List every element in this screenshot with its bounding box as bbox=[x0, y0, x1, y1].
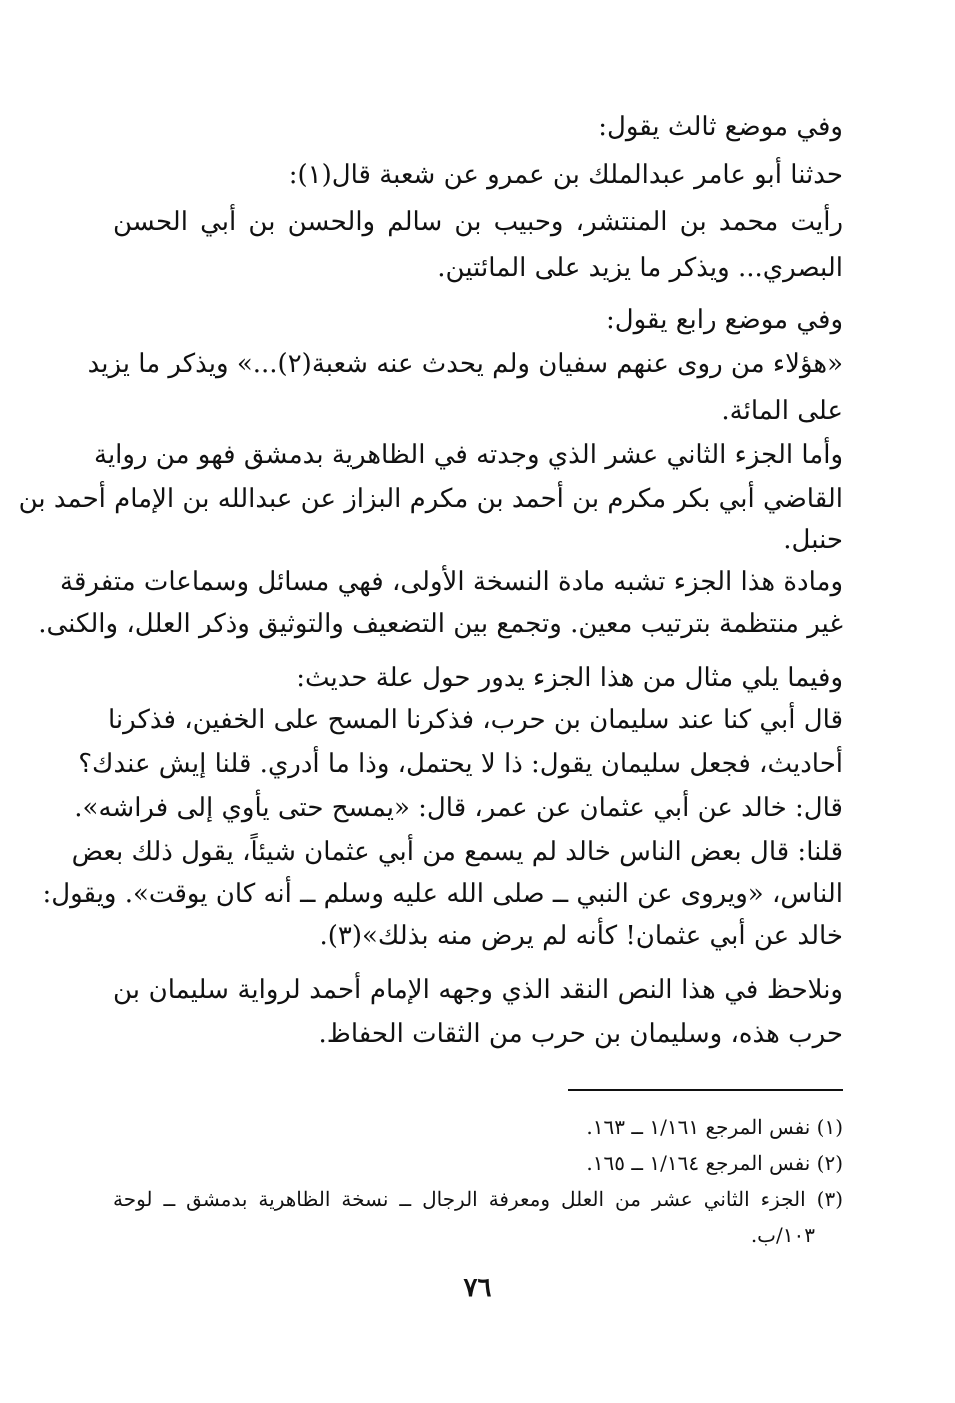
paragraph-4-line-1: وفي موضع رابع يقول: bbox=[605, 305, 843, 335]
paragraph-6-line-2: القاضي أبي بكر مكرم بن أحمد بن مكرم البزاز عن عبدالله بن الإمام أحمد بن bbox=[18, 484, 843, 514]
paragraph-9-line-6: خالد عن أبي عثمان! كأنه لم يرض منه بذلك»(٣). bbox=[319, 921, 843, 951]
page-number: ٧٦ bbox=[463, 1273, 492, 1303]
paragraph-10-line-1: ونلاحظ في هذا النص النقد الذي وجهه الإمام أحمد لرواية سليمان بن bbox=[113, 975, 843, 1005]
footnote-separator bbox=[568, 1089, 843, 1091]
footnote-2: (٢) نفس المرجع ١/١٦٤ ــ ١٦٥. bbox=[586, 1151, 843, 1175]
paragraph-5-line-1: «هؤلاء من روى عنهم سفيان ولم يحدث عنه شعبة(٢)...» ويذكر ما يزيد bbox=[87, 349, 843, 379]
paragraph-9-line-3: قال: خالد عن أبي عثمان عن عمر، قال: «يمسح حتى يأوي إلى فراشه». bbox=[74, 793, 843, 823]
paragraph-6-line-1: وأما الجزء الثاني عشر الذي وجدته في الظاهرية بدمشق فهو من رواية bbox=[94, 440, 843, 470]
paragraph-3-line-1: رأيت محمد بن المنتشر، وحبيب بن سالم والحسن بن أبي الحسن bbox=[113, 207, 843, 237]
paragraph-9-line-5: الناس، «ويروى عن النبي ــ صلى الله عليه وسلم ــ أنه كان يوقت». ويقول: bbox=[42, 879, 843, 909]
paragraph-7-line-1: ومادة هذا الجزء تشبه مادة النسخة الأولى، فهي مسائل وسماعات متفرقة bbox=[60, 567, 843, 597]
paragraph-1-line-1: وفي موضع ثالث يقول: bbox=[598, 112, 843, 142]
paragraph-8-line-1: وفيما يلي مثال من هذا الجزء يدور حول علة حديث: bbox=[296, 663, 843, 693]
paragraph-6-line-3: حنبل. bbox=[783, 525, 843, 555]
paragraph-9-line-4: قلنا: قال بعض الناس خالد لم يسمع من أبي عثمان شيئاً، يقول ذلك بعض bbox=[71, 837, 843, 867]
paragraph-2-line-1: حدثنا أبو عامر عبدالملك بن عمرو عن شعبة قال(١): bbox=[288, 160, 843, 190]
paragraph-10-line-2: حرب هذه، وسليمان بن حرب من الثقات الحفاظ. bbox=[318, 1019, 843, 1049]
paragraph-5-line-2: على المائة. bbox=[721, 396, 843, 426]
paragraph-9-line-2: أحاديث، فجعل سليمان يقول: ذا لا يحتمل، وذا ما أدري. قلنا إيش عندك؟ bbox=[78, 749, 843, 779]
paragraph-7-line-2: غير منتظمة بترتيب معين. وتجمع بين التضعيف والتوثيق وذكر العلل، والكنى. bbox=[38, 609, 843, 639]
paragraph-3-line-2: البصري... ويذكر ما يزيد على المائتين. bbox=[437, 253, 843, 283]
footnote-3-line-2: ١٠٣/ب. bbox=[750, 1223, 815, 1247]
paragraph-9-line-1: قال أبي كنا عند سليمان بن حرب، فذكرنا المسح على الخفين، فذكرنا bbox=[107, 705, 843, 735]
footnote-3-line-1: (٣) الجزء الثاني عشر من العلل ومعرفة الرجال ــ نسخة الظاهرية بدمشق ــ لوحة bbox=[113, 1187, 843, 1211]
footnote-1: (١) نفس المرجع ١/١٦١ ــ ١٦٣. bbox=[586, 1115, 843, 1139]
